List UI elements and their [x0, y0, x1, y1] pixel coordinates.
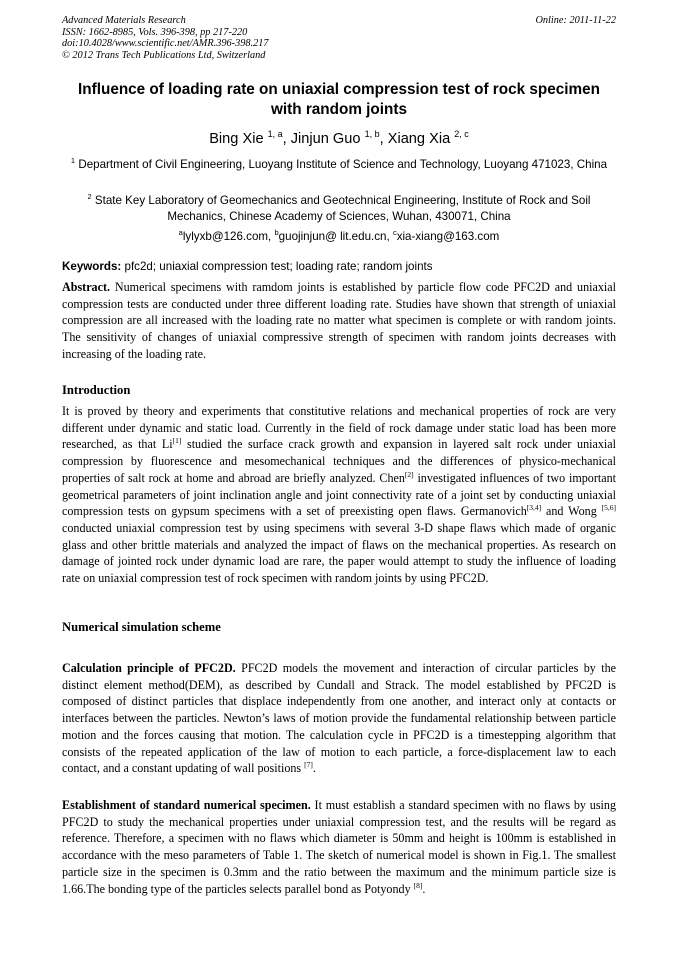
citation-reference: [1] — [172, 436, 182, 446]
affiliation-mark: 2 — [87, 192, 92, 201]
affiliation-text: Department of Civil Engineering, Luoyang Institute of Science and Technology, Luoyang 471023, China — [78, 158, 608, 171]
email-mark: b — [274, 228, 279, 237]
journal-name: Advanced Materials Research — [62, 15, 186, 26]
citation-reference: [5,6] — [601, 503, 616, 513]
journal-doi: doi:10.4028/www.scientific.net/AMR.396-398.217 — [62, 38, 269, 50]
journal-header — [62, 15, 269, 61]
text-run: PFC2D models the movement and interaction of circular particles by the distinct element method(DEM), as described by Cundall and Strack. The model established by PFC2D is composed of distinct particles that displace independently from one another, and interact only at contacts or interfaces between the particles. Newton’s laws of motion provide the fundamental relationship between particle motion and the forces causing that motion. The calculation cycle in PFC2D is a timestepping algorithm that consists of the repeated application of the law of motion to each particle, a force-displacement law to each contact, and a constant updating of wall positions — [62, 661, 616, 776]
keywords-text: pfc2d; uniaxial compression test; loading rate; random joints — [121, 260, 433, 273]
journal-copyright: © 2012 Trans Tech Publications Ltd, Switzerland — [62, 49, 266, 61]
paper-title: Influence of loading rate on uniaxial compression test of rock specimen with random joints — [78, 81, 600, 118]
author-name: Jinjun Guo — [290, 131, 361, 147]
calculation-principle-paragraph — [62, 660, 616, 777]
email-address: lylyxb@126.com, — [182, 230, 275, 243]
email-mark: c — [392, 228, 397, 237]
author-affiliation-mark: 2, c — [454, 129, 469, 139]
affiliation-mark: 1 — [70, 156, 76, 165]
citation-reference: [8] — [413, 880, 423, 890]
calculation-principle-text — [62, 661, 616, 775]
email-address: xia-xiang@163.com — [396, 230, 500, 243]
affiliation-text: State Key Laboratory of Geomechanics and Geotechnical Engineering, Institute of Rock and Soil Mechanics, Chinese Academy of Sciences, Wuhan, 430071, China — [94, 194, 591, 223]
keywords — [62, 259, 616, 274]
email-mark: a — [178, 228, 183, 237]
abstract — [62, 279, 616, 363]
author-affiliation-mark: 1, b — [364, 129, 380, 139]
citation-reference: [7] — [304, 760, 313, 770]
affiliation-1 — [62, 157, 616, 173]
text-run: It must establish a standard specimen with no flaws by using PFC2D to study the mechanical properties under uniaxial compression test, and the results will be regard as reference. Therefore, a specimen with no flaws which diameter is 50mm and height is 100mm is established in accordance with the meso parameters of Table 1. The sketch of numerical model is shown in Fig.1. The smallest particle size in the specimen is 0.3mm and the ratio between the maximum and the minimum particle size is 1.66.The bonding type of the particles selects parallel bond as Potyondy — [62, 798, 616, 896]
numerical-simulation-heading: Numerical simulation scheme — [62, 620, 221, 634]
standard-specimen-text — [62, 798, 616, 896]
author-name: Xiang Xia — [387, 131, 451, 147]
abstract-text: Numerical specimens with ramdom joints is established by particle flow code PFC2D and uniaxial compression tests are conducted under three different loading rate. Studies have shown that strength of uniaxial compression are all increased with the loading rate no matter what specimen is complete or with random joints. The sensitivity of changes of uniaxial compressive strength of specimen with random joints decreases with increasing of the loading rate. — [62, 280, 616, 361]
standard-specimen-paragraph — [62, 797, 616, 897]
author-affiliation-mark: 1, a — [267, 129, 283, 139]
affiliation-2 — [62, 193, 616, 224]
text-run: It is proved by theory and experiments that constitutive relations and mechanical properties of rock are very different under dynamic and static load. Currently in the field of rock damage under static load has been more researched, as that Li — [62, 404, 616, 452]
citation-reference: [3,4] — [526, 503, 542, 513]
keywords-label: Keywords: — [62, 260, 122, 273]
introduction-heading: Introduction — [62, 383, 131, 397]
abstract-label: Abstract. — [62, 280, 111, 294]
journal-issn: ISSN: 1662-8985, Vols. 396-398, pp 217-220 — [62, 26, 248, 38]
text-run: conducted uniaxial compression test by using specimens with several 3-D shape flaws which made of organic glass and other brittle materials and analyzed the impact of flaws on the mechanical properties. As research on damage of jointed rock under dynamic load are rare, the paper would attempt to study the influence of loading rate on uniaxial compression test of rock specimen with random joints by using PFC2D. — [62, 520, 616, 586]
standard-specimen-label: Establishment of standard numerical specimen. — [62, 798, 311, 812]
calculation-principle-label: Calculation principle of PFC2D. — [62, 661, 236, 675]
text-run: . — [422, 881, 426, 896]
citation-reference: [2] — [404, 469, 414, 479]
author-emails — [62, 229, 616, 244]
text-run: . — [312, 761, 316, 776]
text-run: and Wong — [541, 504, 602, 519]
online-date: Online: 2011-11-22 — [535, 15, 616, 26]
introduction-text — [62, 403, 616, 587]
email-address: guojinjun@ lit.edu.cn, — [278, 230, 393, 243]
author-name: Bing Xie — [209, 131, 264, 147]
author-list: Bing Xie $^{1, a}$, Jinjun Guo $^{1, b}$, Xiang Xia $^{2, c}$ — [209, 129, 469, 147]
text-run: investigated influences of two important geometrical parameters of joint inclination angle and joint connectivity rate of a joint set by conducting uniaxial compression tests on gypsum specimens with a set of preexisting open flaws. Germanovich — [62, 470, 616, 519]
text-run: studied the surface crack growth and expansion in layered salt rock under uniaxial compression by fluorescence and mesomechanical techniques and the differences of physico-mechanical properties of salt rock at home and abroad are briefly analyzed. Chen — [62, 437, 616, 485]
